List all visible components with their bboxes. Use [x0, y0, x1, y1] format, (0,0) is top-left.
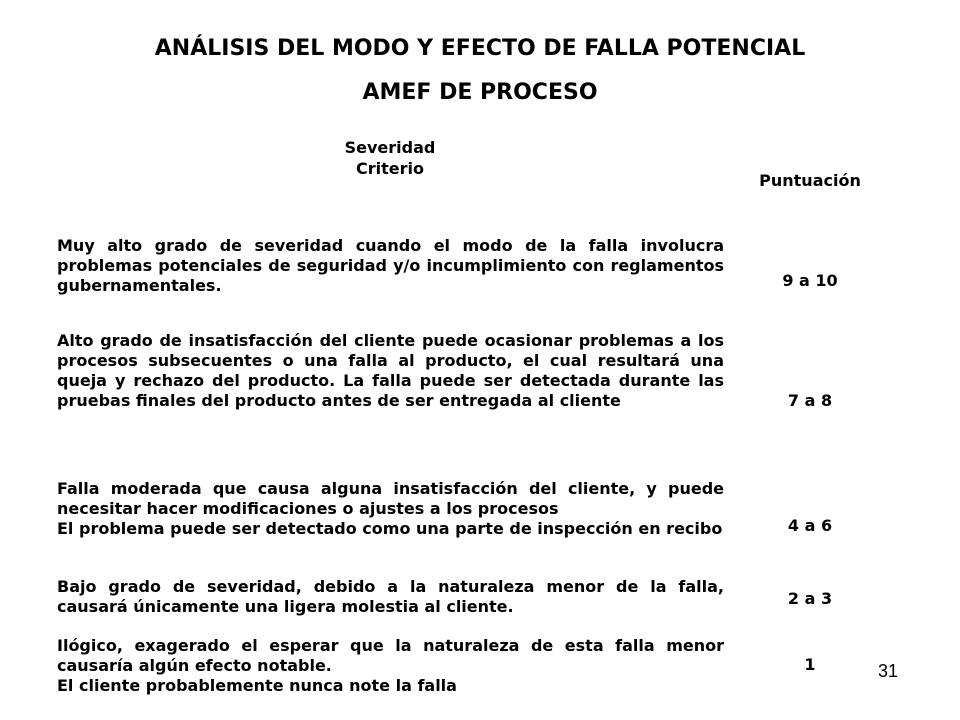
header-severidad: Severidad — [344, 138, 436, 157]
row-3-description — [57, 479, 724, 539]
row-4-description — [57, 577, 724, 617]
row-1-score: 9 a 10 — [782, 271, 838, 290]
header-criterio: Criterio — [356, 159, 424, 178]
row-1-description — [57, 236, 724, 296]
page-number: 31 — [878, 661, 899, 681]
row-1-line-1: Muy alto grado de severidad cuando el modo de la falla involucra problemas potenciales de seguridad y/o incumplimiento con reglamentos gubernamentales. — [57, 236, 724, 295]
row-2-description — [57, 331, 724, 411]
row-3-score: 4 a 6 — [787, 516, 833, 535]
row-2-score: 7 a 8 — [787, 391, 833, 410]
title-line-1: ANÁLISIS DEL MODO Y EFECTO DE FALLA POTENCIAL — [154, 36, 806, 61]
header-severidad-criterio — [290, 137, 490, 179]
row-5-line-2: El cliente probablemente nunca note la falla — [57, 676, 457, 695]
row-5-line-1: Ilógico, exagerado el esperar que la naturaleza de esta falla menor causaría algún efecto notable. — [57, 636, 724, 675]
row-5-description — [57, 636, 724, 696]
header-puntuacion: Puntuación — [759, 171, 861, 190]
row-5-score: 1 — [804, 655, 816, 674]
title-line-2: AMEF DE PROCESO — [362, 80, 598, 105]
row-3-line-2: El problema puede ser detectado como una parte de inspección en recibo — [57, 519, 723, 538]
row-4-score: 2 a 3 — [787, 589, 833, 608]
row-3-line-1: Falla moderada que causa alguna insatisfacción del cliente, y puede necesitar hacer modificaciones o ajustes a los procesos — [57, 479, 724, 518]
row-4-line-1: Bajo grado de severidad, debido a la naturaleza menor de la falla, causará únicamente una ligera molestia al cliente. — [57, 577, 724, 616]
row-2-line-1: Alto grado de insatisfacción del cliente puede ocasionar problemas a los procesos subsecuentes o una falla al producto, el cual resultará una queja y rechazo del producto. La falla puede ser detectada durante las pruebas finales del producto antes de ser entregada al cliente — [57, 331, 724, 410]
